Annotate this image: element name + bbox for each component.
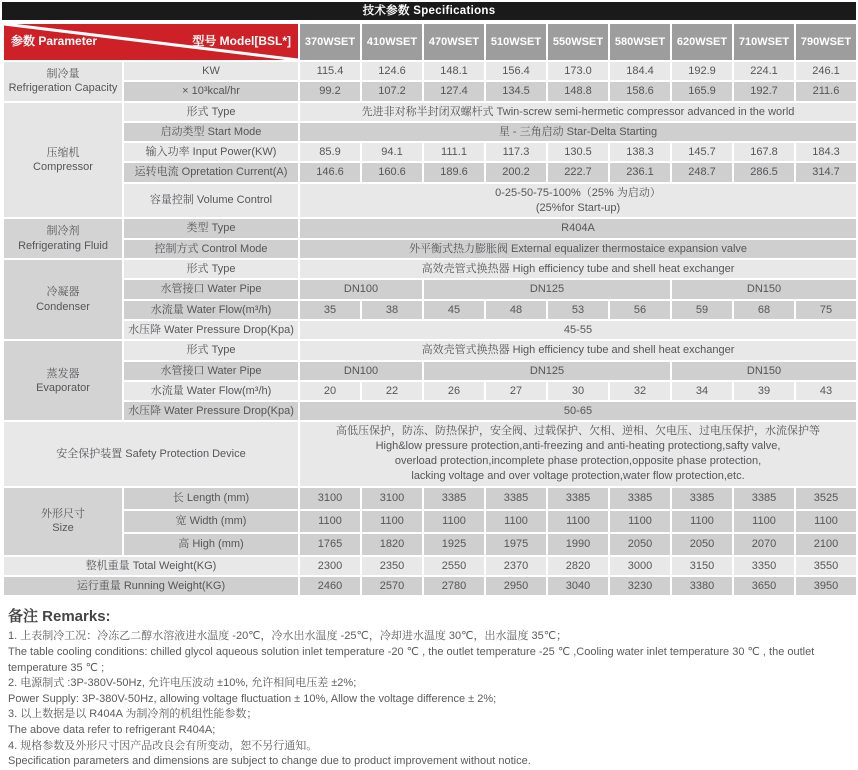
size-high-value-1: 1820	[361, 533, 423, 556]
model-header-row	[3, 23, 857, 61]
size-width-value-7: 1100	[733, 510, 795, 533]
compressor-operation-current-row	[3, 162, 857, 182]
evaporator-water-pipe-value-0: DN100	[299, 361, 423, 381]
condenser-type-value-0: 高效壳管式换热器 High efficiency tube and shell heat exchanger	[299, 259, 857, 279]
size-high-value-5: 2050	[609, 533, 671, 556]
condenser-water-pipe-value-0: DN100	[299, 279, 423, 299]
size-width-value-1: 1100	[361, 510, 423, 533]
capacity-kcal-value-4: 148.8	[547, 81, 609, 101]
compressor-operation-current-value-4: 222.7	[547, 162, 609, 182]
condenser-pressure-drop-value-0: 45-55	[299, 320, 857, 340]
remarks-section	[2, 597, 856, 769]
condenser-type-row	[3, 259, 857, 279]
evaporator-water-flow-value-2: 26	[423, 381, 485, 401]
capacity-kcal-value-3: 134.5	[485, 81, 547, 101]
size-width-row	[3, 510, 857, 533]
evaporator-pressure-drop-value-0: 50-65	[299, 401, 857, 421]
section-refrigeration-capacity: 制冷量 Refrigeration Capacity	[3, 61, 123, 102]
size-length-value-1: 3100	[361, 487, 423, 510]
fluid-control-mode-value-0: 外平衡式热力膨胀阀 External equalizer thermostaice expansion valve	[299, 239, 857, 259]
running-weight-value-7: 3650	[733, 576, 795, 596]
capacity-kcal-label: × 10³kcal/hr	[123, 81, 299, 101]
size-length-value-6: 3385	[671, 487, 733, 510]
compressor-start-mode-value-0: 星 - 三角启动 Star-Delta Starting	[299, 122, 857, 142]
size-length-value-5: 3385	[609, 487, 671, 510]
size-length-value-3: 3385	[485, 487, 547, 510]
compressor-type-row	[3, 102, 857, 122]
size-width-value-5: 1100	[609, 510, 671, 533]
total-weight-value-5: 3000	[609, 556, 671, 576]
size-width-value-3: 1100	[485, 510, 547, 533]
remark-line: Power Supply: 3P-380V-50Hz, allowing voltage fluctuation ± 10%, Allow the voltage difference ± 2%;	[8, 692, 497, 705]
condenser-type-label: 形式 Type	[123, 259, 299, 279]
fluid-control-mode-row	[3, 239, 857, 259]
fluid-type-label: 类型 Type	[123, 218, 299, 238]
capacity-kw-value-4: 173.0	[547, 61, 609, 81]
evaporator-water-flow-value-5: 32	[609, 381, 671, 401]
model-header-790wset: 790WSET	[795, 23, 857, 61]
remark-line: 4. 规格参数及外形尺寸因产品改良会有所变动，恕不另行通知。	[8, 739, 318, 752]
remark-line: The above data refer to refrigerant R404A;	[8, 724, 216, 737]
size-length-label: 长 Length (mm)	[123, 487, 299, 510]
capacity-kcal-value-2: 127.4	[423, 81, 485, 101]
compressor-volume-control-label: 容量控制 Volume Control	[123, 183, 299, 219]
compressor-input-power-value-1: 94.1	[361, 142, 423, 162]
condenser-water-pipe-label: 水管接口 Water Pipe	[123, 279, 299, 299]
condenser-water-flow-value-2: 45	[423, 300, 485, 320]
running-weight-value-5: 3230	[609, 576, 671, 596]
compressor-operation-current-value-5: 236.1	[609, 162, 671, 182]
compressor-operation-current-value-7: 286.5	[733, 162, 795, 182]
evaporator-type-value-0: 高效壳管式换热器 High efficiency tube and shell heat exchanger	[299, 340, 857, 360]
size-high-row	[3, 533, 857, 556]
condenser-water-flow-value-4: 53	[547, 300, 609, 320]
compressor-input-power-value-0: 85.9	[299, 142, 361, 162]
condenser-water-flow-value-8: 75	[795, 300, 857, 320]
evaporator-water-flow-value-1: 22	[361, 381, 423, 401]
capacity-kcal-value-5: 158.6	[609, 81, 671, 101]
evaporator-water-flow-value-8: 43	[795, 381, 857, 401]
model-header-510wset: 510WSET	[485, 23, 547, 61]
page-title: 技术参数 Specifications	[2, 2, 856, 20]
size-length-value-0: 3100	[299, 487, 361, 510]
size-width-value-2: 1100	[423, 510, 485, 533]
compressor-operation-current-value-0: 146.6	[299, 162, 361, 182]
capacity-kw-label: KW	[123, 61, 299, 81]
evaporator-pressure-drop-label: 水压降 Water Pressure Drop(Kpa)	[123, 401, 299, 421]
safety-protection-label: 安全保护装置 Safety Protection Device	[3, 421, 299, 486]
running-weight-value-6: 3380	[671, 576, 733, 596]
evaporator-water-pipe-label: 水管接口 Water Pipe	[123, 361, 299, 381]
compressor-operation-current-value-2: 189.6	[423, 162, 485, 182]
compressor-operation-current-value-3: 200.2	[485, 162, 547, 182]
compressor-operation-current-label: 运转电流 Opretation Current(A)	[123, 162, 299, 182]
compressor-volume-control-row	[3, 183, 857, 219]
capacity-kw-value-8: 246.1	[795, 61, 857, 81]
running-weight-value-8: 3950	[795, 576, 857, 596]
evaporator-water-flow-row	[3, 381, 857, 401]
compressor-input-power-row	[3, 142, 857, 162]
size-high-label: 高 High (mm)	[123, 533, 299, 556]
compressor-input-power-value-2: 111.1	[423, 142, 485, 162]
evaporator-type-row	[3, 340, 857, 360]
condenser-pressure-drop-row	[3, 320, 857, 340]
capacity-kcal-value-6: 165.9	[671, 81, 733, 101]
evaporator-water-flow-value-0: 20	[299, 381, 361, 401]
total-weight-value-0: 2300	[299, 556, 361, 576]
fluid-control-mode-label: 控制方式 Control Mode	[123, 239, 299, 259]
running-weight-value-1: 2570	[361, 576, 423, 596]
size-width-label: 宽 Width (mm)	[123, 510, 299, 533]
parameter-header-label: 参数 Parameter	[11, 34, 98, 49]
compressor-start-mode-label: 启动类型 Start Mode	[123, 122, 299, 142]
model-header-370wset: 370WSET	[299, 23, 361, 61]
capacity-kcal-value-1: 107.2	[361, 81, 423, 101]
size-length-value-8: 3525	[795, 487, 857, 510]
total-weight-value-2: 2550	[423, 556, 485, 576]
size-width-value-8: 1100	[795, 510, 857, 533]
remark-line: 2. 电源制式 :3P-380V-50Hz, 允许电压波动 ±10%, 允许相间电压差 ±2%;	[8, 677, 357, 690]
condenser-water-pipe-value-2: DN150	[671, 279, 857, 299]
total-weight-label: 整机重量 Total Weight(KG)	[3, 556, 299, 576]
section-compressor: 压缩机 Compressor	[3, 102, 123, 219]
section-evaporator: 蒸发器 Evaporator	[3, 340, 123, 421]
remark-line: Specification parameters and dimensions are subject to change due to product improvement without notice.	[8, 755, 531, 768]
evaporator-water-flow-label: 水流量 Water Flow(m³/h)	[123, 381, 299, 401]
condenser-water-flow-row	[3, 300, 857, 320]
fluid-type-row	[3, 218, 857, 238]
compressor-input-power-value-8: 184.3	[795, 142, 857, 162]
size-length-value-7: 3385	[733, 487, 795, 510]
capacity-kcal-value-0: 99.2	[299, 81, 361, 101]
running-weight-value-2: 2780	[423, 576, 485, 596]
compressor-input-power-value-5: 138.3	[609, 142, 671, 162]
running-weight-value-0: 2460	[299, 576, 361, 596]
size-high-value-4: 1990	[547, 533, 609, 556]
compressor-volume-control-value-0: 0-25-50-75-100%（25% 为启动） (25%for Start-up)	[299, 183, 857, 219]
evaporator-water-flow-value-3: 27	[485, 381, 547, 401]
total-weight-value-1: 2350	[361, 556, 423, 576]
evaporator-pressure-drop-row	[3, 401, 857, 421]
size-high-value-2: 1925	[423, 533, 485, 556]
size-width-value-4: 1100	[547, 510, 609, 533]
capacity-kw-value-5: 184.4	[609, 61, 671, 81]
size-high-value-8: 2100	[795, 533, 857, 556]
size-width-value-6: 1100	[671, 510, 733, 533]
total-weight-value-8: 3550	[795, 556, 857, 576]
capacity-kw-value-0: 115.4	[299, 61, 361, 81]
model-header-620wset: 620WSET	[671, 23, 733, 61]
running-weight-row	[3, 576, 857, 596]
model-header-470wset: 470WSET	[423, 23, 485, 61]
model-header-550wset: 550WSET	[547, 23, 609, 61]
capacity-kw-value-1: 124.6	[361, 61, 423, 81]
evaporator-water-pipe-value-2: DN150	[671, 361, 857, 381]
size-width-value-0: 1100	[299, 510, 361, 533]
table-corner-cell	[3, 23, 299, 61]
remarks-heading: 备注 Remarks:	[8, 608, 111, 626]
safety-protection-value-0: 高低压保护，防冻、防热保护，安全阀、过载保护、欠相、逆相、欠电压、过电压保护，水流保护等 High&low pressure protection,anti-freezing and anti-heating protectiong,safty valve, overload protection,incomplete phase protection,opposite phase protection, lacking voltage and over voltage protection,water flow protection,etc.	[299, 421, 857, 486]
remark-line: 3. 以上数据是以 R404A 为制冷剂的机组性能参数；	[8, 708, 258, 721]
condenser-water-pipe-value-1: DN125	[423, 279, 671, 299]
evaporator-water-flow-value-7: 39	[733, 381, 795, 401]
condenser-water-flow-value-5: 56	[609, 300, 671, 320]
running-weight-value-3: 2950	[485, 576, 547, 596]
compressor-input-power-label: 输入功率 Input Power(KW)	[123, 142, 299, 162]
section-refrigerating-fluid: 制冷剂 Refrigerating Fluid	[3, 218, 123, 259]
total-weight-value-3: 2370	[485, 556, 547, 576]
model-header-410wset: 410WSET	[361, 23, 423, 61]
capacity-kw-row	[3, 61, 857, 81]
evaporator-water-flow-value-4: 30	[547, 381, 609, 401]
model-header-580wset: 580WSET	[609, 23, 671, 61]
compressor-input-power-value-3: 117.3	[485, 142, 547, 162]
capacity-kw-value-2: 148.1	[423, 61, 485, 81]
capacity-kcal-value-8: 211.6	[795, 81, 857, 101]
condenser-water-flow-label: 水流量 Water Flow(m³/h)	[123, 300, 299, 320]
size-high-value-3: 1975	[485, 533, 547, 556]
total-weight-value-6: 3150	[671, 556, 733, 576]
size-high-value-7: 2070	[733, 533, 795, 556]
running-weight-value-4: 3040	[547, 576, 609, 596]
remark-line: The table cooling conditions: chilled glycol aqueous solution inlet temperature -20 ℃ , the outlet temperature -25 ℃ ,Cooling water inlet temperature 30 ℃ , the outlet temperature 35 ℃ ;	[8, 646, 815, 674]
compressor-input-power-value-7: 167.8	[733, 142, 795, 162]
compressor-input-power-value-6: 145.7	[671, 142, 733, 162]
capacity-kcal-row	[3, 81, 857, 101]
compressor-operation-current-value-6: 248.7	[671, 162, 733, 182]
condenser-pressure-drop-label: 水压降 Water Pressure Drop(Kpa)	[123, 320, 299, 340]
total-weight-value-7: 3350	[733, 556, 795, 576]
compressor-type-label: 形式 Type	[123, 102, 299, 122]
model-header-710wset: 710WSET	[733, 23, 795, 61]
compressor-type-value-0: 先进非对称半封闭双螺杆式 Twin-screw semi-hermetic compressor advanced in the world	[299, 102, 857, 122]
compressor-operation-current-value-1: 160.6	[361, 162, 423, 182]
evaporator-water-pipe-row	[3, 361, 857, 381]
fluid-type-value-0: R404A	[299, 218, 857, 238]
evaporator-water-pipe-value-1: DN125	[423, 361, 671, 381]
evaporator-water-flow-value-6: 34	[671, 381, 733, 401]
size-length-row	[3, 487, 857, 510]
compressor-operation-current-value-8: 314.7	[795, 162, 857, 182]
size-high-value-0: 1765	[299, 533, 361, 556]
size-length-value-2: 3385	[423, 487, 485, 510]
size-high-value-6: 2050	[671, 533, 733, 556]
condenser-water-flow-value-7: 68	[733, 300, 795, 320]
total-weight-row	[3, 556, 857, 576]
capacity-kcal-value-7: 192.7	[733, 81, 795, 101]
capacity-kw-value-3: 156.4	[485, 61, 547, 81]
remark-line: 1. 上表制冷工况：冷冻乙二醇水溶液进水温度 -20℃，冷水出水温度 -25℃，冷却进水温度 30℃，出水温度 35℃；	[8, 630, 568, 643]
model-header-label: 型号 Model[BSL*]	[192, 34, 291, 49]
evaporator-type-label: 形式 Type	[123, 340, 299, 360]
capacity-kw-value-6: 192.9	[671, 61, 733, 81]
condenser-water-flow-value-3: 48	[485, 300, 547, 320]
compressor-input-power-value-4: 130.5	[547, 142, 609, 162]
compressor-start-mode-row	[3, 122, 857, 142]
condenser-water-flow-value-1: 38	[361, 300, 423, 320]
total-weight-value-4: 2820	[547, 556, 609, 576]
safety-protection-row	[3, 421, 857, 486]
condenser-water-flow-value-0: 35	[299, 300, 361, 320]
condenser-water-flow-value-6: 59	[671, 300, 733, 320]
condenser-water-pipe-row	[3, 279, 857, 299]
spec-table	[2, 22, 858, 597]
running-weight-label: 运行重量 Running Weight(KG)	[3, 576, 299, 596]
capacity-kw-value-7: 224.1	[733, 61, 795, 81]
size-length-value-4: 3385	[547, 487, 609, 510]
section-condenser: 冷凝器 Condenser	[3, 259, 123, 340]
section-size: 外形尺寸 Size	[3, 487, 123, 556]
